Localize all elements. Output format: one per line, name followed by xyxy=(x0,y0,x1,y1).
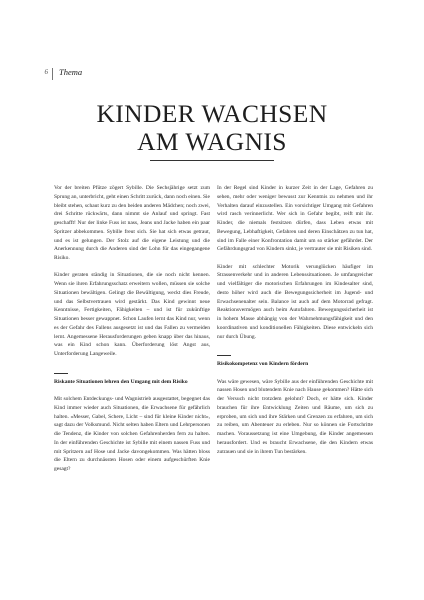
right-column xyxy=(217,184,373,465)
left-column xyxy=(54,184,210,482)
paragraph: Kinder mit schlechter Motorik verunglücken häufiger im Strassenverkehr und in anderen Lebenssituationen. Je umfangreicher und vielfältiger die motorischen Erfahrungen im Kindesalter sind, desto höher wird auch die Bewegungssicherheit im Jugend- und Erwachsenenalter sein. Balance ist auch auf dem Motorrad gefragt. Reaktionsvermögen auch beim Autofahren. Bewegungssicherheit ist in hohem Masse abhängig von der Wahrnehmungsfähigkeit und den koordinativen und konditionellen Fähigkeiten. Diese entwickeln sich nur durch Übung. xyxy=(217,263,373,340)
paragraph: Vor der breiten Pfütze zögert Sybille. Die Sechsjährige setzt zum Sprung an, unterbricht, geht einen Schritt zurück, dann noch einen. Sie bleibt stehen, schaut kurz zu den beiden anderen Mädchen; noch zwei, drei Schritte rückwärts, dann nimmt sie Anlauf und springt. Fast geschafft! Nur der linke Fuss ist nass, Jeans und Jacke haben ein paar Spritzer abbekommen. Sybille freut sich. Sie hat sich etwas getraut, und es ist gelungen. Der Stolz auf die eigene Leistung und die Anerkennung durch die Anderen sind der Lohn für das eingegangene Risiko. xyxy=(54,185,210,261)
paragraph: Kinder geraten ständig in Situationen, die sie noch nicht kennen. Wenn sie ihren Erfahrungsschatz erweitern wollen, müssen sie solche Situationen bewältigen. Gelingt die Bewältigung, weckt dies Freude, und das Selbstvertrauen wird gestärkt. Das Kind gewinnt neue Kenntnisse, Fertigkeiten, Fähigkeiten – und ist für zukünftige Situationen besser gewappnet. Schon Laufen lernt das Kind nur, wenn es der Gefahr des Fallens ausgesetzt ist und das Fallen zu vermeiden lernt. Angemessene Herausforderungen geben knapp über das hinaus, was ein Kind schon kann. Überforderung löst Angst aus, Unterforderung Langeweile. xyxy=(54,272,210,357)
page-header xyxy=(0,68,424,82)
subheading: Risikokompetenz von Kindern fördern xyxy=(217,361,309,368)
paragraph: Mit solchem Entdeckungs- und Wagnistrieb ausgestattet, begegnet das Kind immer wieder auch Situationen, die Erwachsene für gefährlich halten. «Messer, Gabel, Schere, Licht – sind für kleine Kinder nicht», sagt dazu der Volksmund. Nicht selten haben Eltern und Lehrpersonen die Tendenz, die Kinder von solchen Gefahrenherden fern zu halten. In der einführenden Geschichte ist Sybille mit einem nassen Fuss und mit Spritzern auf Hose und Jacke davongekommen. Was hätten bloss die Eltern zu durchnässten Hosen oder einem aufgeschürften Knie gesagt? xyxy=(54,396,210,472)
subheading-rule xyxy=(217,355,231,356)
article-title-line-2: AM WAGNIS xyxy=(137,127,287,156)
subheading-rule xyxy=(54,373,68,374)
paragraph: Was wäre gewesen, wäre Sybille aus der einführenden Geschichte mit nassen Hosen und blutendem Knie nach Hause gekommen? Hätte sich der Versuch nicht trotzdem gelohnt? Doch, er hätte sich. Kinder brauchen für ihre Entwicklung Zeiten und Räume, um sich zu erproben, um sich und ihre Stärken und Grenzen zu erfahren, um sich zu reiben, um Abenteuer zu erleben. Nur so können sie Fortschritte machen. Voraussetzung ist eine Umgebung, die Kinder angemessen herausfordert. Und es braucht Erwachsene, die den Kindern etwas zutrauen und sie in ihrem Tun bestärken. xyxy=(217,378,373,455)
header-divider xyxy=(52,68,53,80)
title-underline xyxy=(150,160,274,161)
section-label: Thema xyxy=(59,67,83,77)
paragraph: In der Regel sind Kinder in kurzer Zeit in der Lage, Gefahren zu sehen, mehr oder weniger bewusst zur Kenntnis zu nehmen und ihr Verhalten darauf einzustellen. Ein vorsichtiger Umgang mit Gefahren wird rasch verinnerlicht. Wer sich in Gefahr begibt, reift mit ihr. Kinder, die niemals festsitzen dürfen, dass Leben etwas mit Bewegung, Lebhaftigkeit, Gefahren und deren Einschätzen zu tun hat, sind im Falle einer Konfrontation damit um so stärker gefährdet. Der Gefährdungsgrad von Kindern sinkt, je vertrauter sie mit Risiken sind. xyxy=(217,185,373,253)
page-number: 6 xyxy=(44,68,48,76)
subheading: Riskante Situationen lehren den Umgang mit dem Risiko xyxy=(54,378,188,385)
article-title-line-1: KINDER WACHSEN xyxy=(96,99,328,128)
